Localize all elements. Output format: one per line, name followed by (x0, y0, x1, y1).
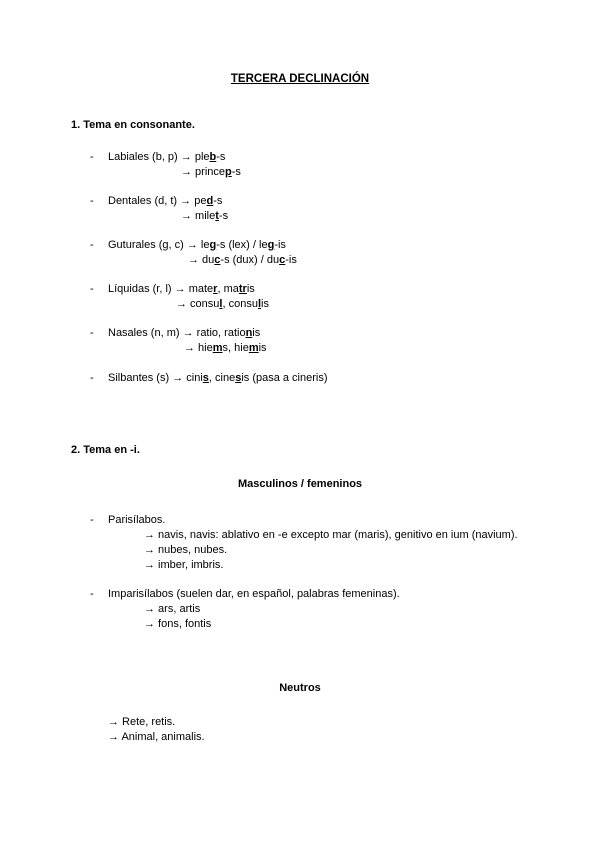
silbantes-line (108, 371, 328, 385)
text: -s (lex) / le (216, 239, 268, 251)
stem-letter: tr (238, 283, 247, 295)
text: is (246, 283, 255, 295)
item-label: Dentales (d, t) (108, 195, 178, 207)
stem-letter: c (279, 254, 286, 266)
text: s, hie (222, 342, 249, 354)
text: → ple (180, 151, 210, 163)
imparisilabos-label: Imparisílabos (suelen dar, en español, palabras femeninas). (108, 588, 400, 600)
text: is (258, 342, 267, 354)
item-label: Líquidas (r, l) (108, 283, 172, 295)
parisilabos-line: → navis, navis: ablativo en -e excepto mar (maris), genitivo en ium (navium). (144, 529, 518, 541)
text: -s (216, 151, 226, 163)
item-label: Labiales (b, p) (108, 151, 178, 163)
stem-letter: l (257, 298, 262, 310)
text: is (261, 298, 269, 310)
text: is (252, 327, 261, 339)
subheading-masculinos-femeninos: Masculinos / femeninos (237, 478, 363, 490)
stem-letter: s (202, 372, 209, 384)
guturales-line-2 (188, 253, 297, 267)
page-title: TERCERA DECLINACIÓN (230, 73, 370, 85)
text: → hie (184, 342, 213, 354)
stem-letter: g (209, 239, 217, 251)
text: → cini (172, 372, 203, 384)
text: is (pasa a cineris) (241, 372, 328, 384)
parisilabos-line: → imber, imbris. (144, 559, 224, 571)
text: → ratio, ratio (182, 327, 246, 339)
parisilabos-label: Parisílabos. (108, 514, 166, 526)
text: → pe (180, 195, 207, 207)
labiales-line (108, 150, 225, 164)
bullet-dash: - (90, 588, 94, 600)
section1-heading: 1. Tema en consonante. (71, 119, 195, 131)
labiales-line-2 (181, 165, 241, 179)
stem-letter: g (267, 239, 275, 251)
text: -s (dux) / du (220, 254, 280, 266)
bullet-dash: - (90, 372, 94, 384)
bullet-dash: - (90, 151, 94, 163)
stem-letter: m (212, 342, 223, 354)
parisilabos-line: → nubes, nubes. (144, 544, 228, 556)
text: -s (213, 195, 223, 207)
stem-letter: d (206, 195, 214, 207)
stem-letter: s (235, 372, 242, 384)
text: , cine (208, 372, 236, 384)
text: , consu (222, 298, 258, 310)
bullet-dash: - (90, 195, 94, 207)
text: → prince (181, 166, 226, 178)
text: → le (186, 239, 210, 251)
stem-letter: t (215, 210, 219, 222)
dentales-line (108, 194, 222, 208)
neutros-line: → Rete, retis. (108, 716, 176, 728)
guturales-line (108, 238, 286, 252)
text: , ma (217, 283, 239, 295)
liquidas-line-2 (176, 297, 269, 311)
text: → mile (181, 210, 216, 222)
stem-letter: c (214, 254, 221, 266)
nasales-line (108, 326, 260, 340)
imparisilabos-line: → ars, artis (144, 603, 201, 615)
stem-letter: r (213, 283, 218, 295)
nasales-line-2 (184, 341, 267, 355)
liquidas-line (108, 282, 255, 296)
item-label: Nasales (n, m) (108, 327, 180, 339)
stem-letter: n (245, 327, 253, 339)
dentales-line-2 (181, 209, 228, 223)
item-label: Silbantes (s) (108, 372, 170, 384)
stem-letter: b (209, 151, 217, 163)
stem-letter: l (219, 298, 223, 310)
section2-heading: 2. Tema en -i. (71, 444, 140, 456)
bullet-dash: - (90, 239, 94, 251)
neutros-line: → Animal, animalis. (108, 731, 205, 743)
bullet-dash: - (90, 283, 94, 295)
bullet-dash: - (90, 327, 94, 339)
imparisilabos-line: → fons, fontis (144, 618, 212, 630)
stem-letter: p (225, 166, 232, 178)
item-label: Guturales (g, c) (108, 239, 184, 251)
text: -is (285, 254, 297, 266)
text: → consu (176, 298, 220, 310)
subheading-neutros: Neutros (279, 682, 321, 694)
text: → mate (174, 283, 214, 295)
text: -s (218, 210, 229, 222)
text: -is (274, 239, 286, 251)
text: -s (231, 166, 241, 178)
bullet-dash: - (90, 514, 94, 526)
stem-letter: m (248, 342, 259, 354)
text: → du (188, 254, 215, 266)
